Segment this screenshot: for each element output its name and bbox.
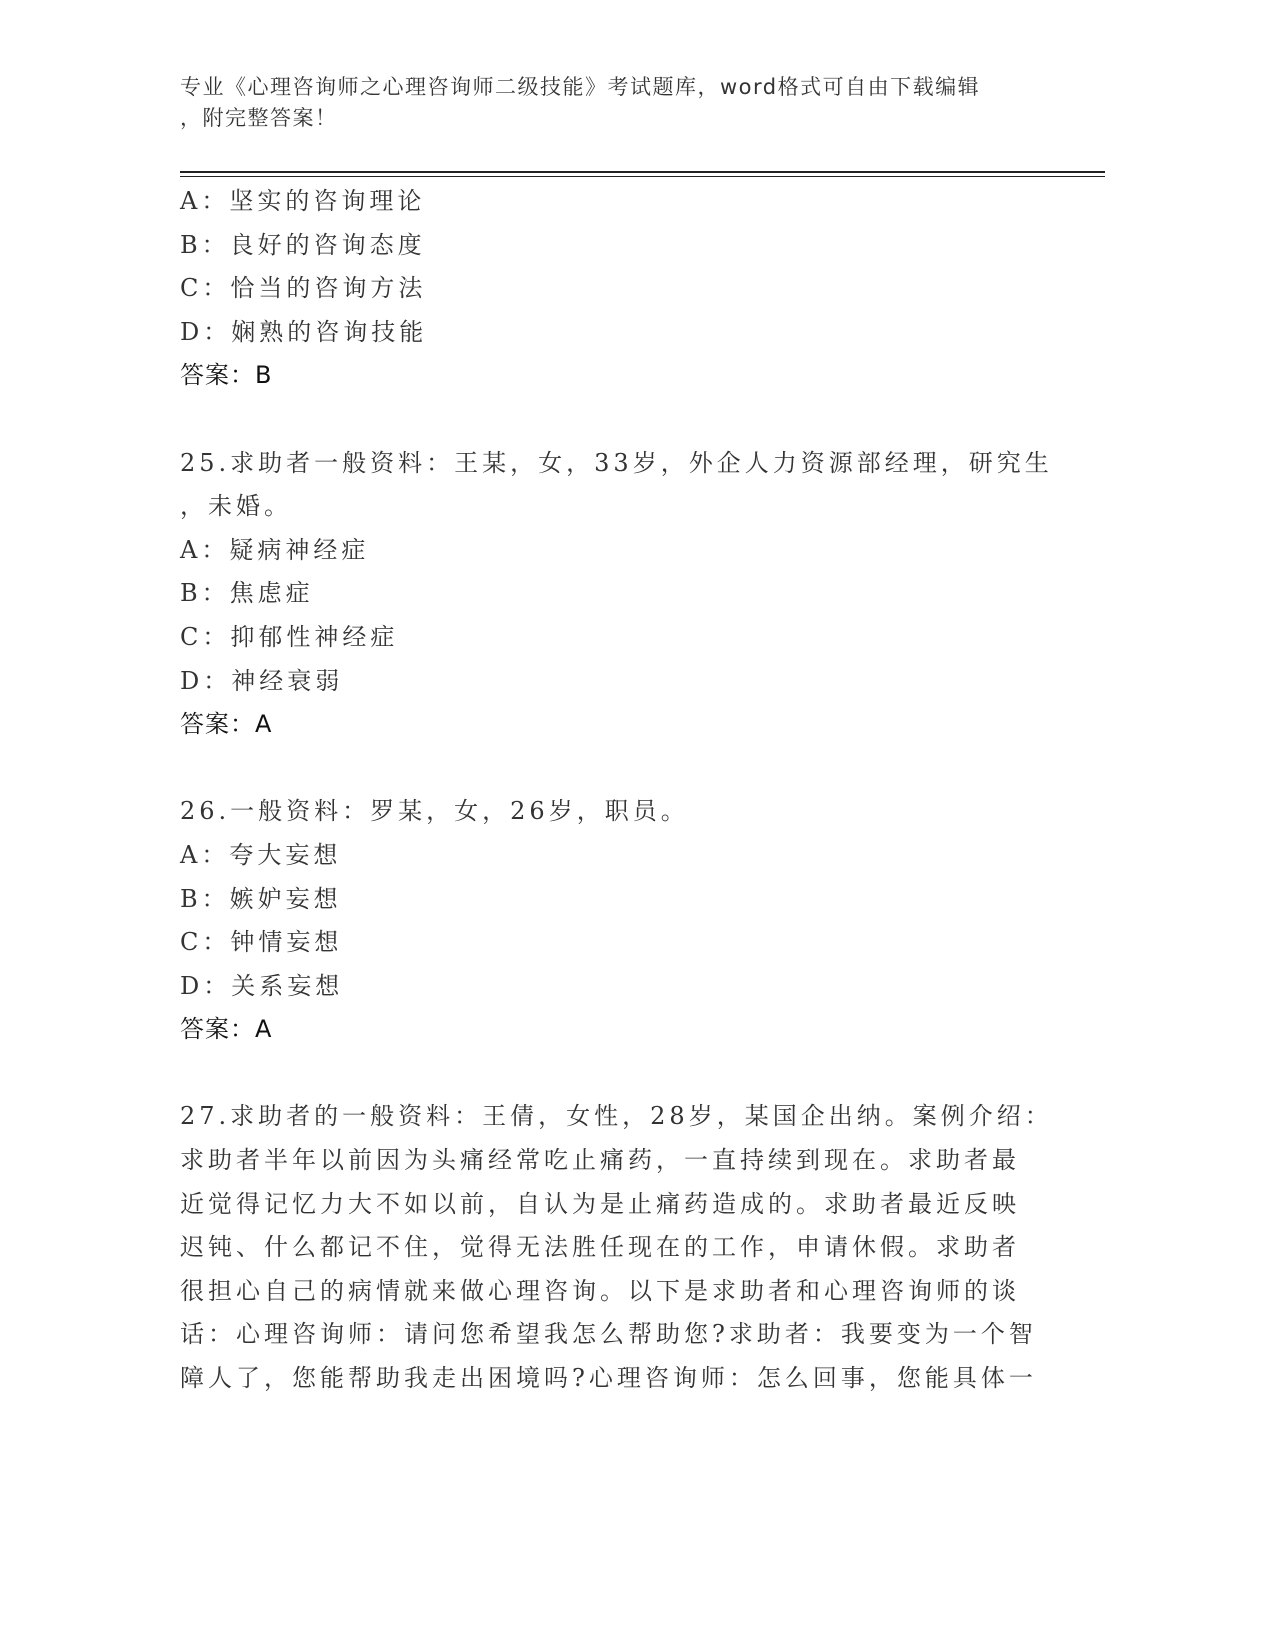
question-text: 26.一般资料：罗某，女，26岁，职员。	[180, 797, 689, 826]
header-divider-thin	[180, 176, 1105, 177]
option-d: D：关系妄想	[180, 971, 344, 1000]
question-text: 求助者半年以前因为头痛经常吃止痛药，一直持续到现在。求助者最	[180, 1146, 1020, 1175]
answer: 答案：A	[180, 710, 273, 739]
option-a: A：坚实的咨询理论	[180, 187, 426, 215]
option-d: D：神经衰弱	[180, 666, 344, 695]
option-b: B：焦虑症	[180, 579, 314, 608]
question-text: ，未婚。	[180, 492, 292, 521]
question-text: 近觉得记忆力大不如以前，自认为是止痛药造成的。求助者最近反映	[180, 1189, 1020, 1218]
question-text: 话：心理咨询师：请问您希望我怎么帮助您?求助者：我要变为一个智	[180, 1320, 1037, 1349]
option-c: C：钟情妄想	[180, 928, 343, 957]
header-line-2: ，附完整答案！	[180, 106, 338, 130]
question-24	[180, 180, 1060, 398]
answer: 答案：A	[180, 1015, 273, 1044]
question-text: 迟钝、什么都记不住，觉得无法胜任现在的工作，申请休假。求助者	[180, 1233, 1020, 1262]
header-line-1: 专业《心理咨询师之心理咨询师二级技能》考试题库，word格式可自由下载编辑	[180, 75, 981, 99]
option-c: C：抑郁性神经症	[180, 622, 399, 651]
option-d: D：娴熟的咨询技能	[180, 317, 428, 346]
question-text: 很担心自己的病情就来做心理咨询。以下是求助者和心理咨询师的谈	[180, 1276, 1020, 1305]
question-text: 25.求助者一般资料：王某，女，33岁，外企人力资源部经理，研究生	[180, 448, 1053, 477]
answer: 答案：B	[180, 361, 273, 390]
question-text: 27.求助者的一般资料：王倩，女性，28岁，某国企出纳。案例介绍：	[180, 1102, 1053, 1131]
option-b: B：嫉妒妄想	[180, 884, 342, 913]
question-26	[180, 790, 1060, 1052]
question-25	[180, 442, 1060, 747]
header-divider-thick	[180, 171, 1105, 173]
option-b: B：良好的咨询态度	[180, 230, 426, 259]
option-a: A：疑病神经症	[180, 535, 370, 564]
question-text: 障人了，您能帮助我走出困境吗?心理咨询师：怎么回事，您能具体一	[180, 1364, 1037, 1393]
document-header	[180, 72, 1040, 134]
option-c: C：恰当的咨询方法	[180, 274, 427, 303]
question-27	[180, 1095, 1060, 1400]
document-body	[180, 180, 1060, 1401]
option-a: A：夸大妄想	[180, 840, 342, 869]
